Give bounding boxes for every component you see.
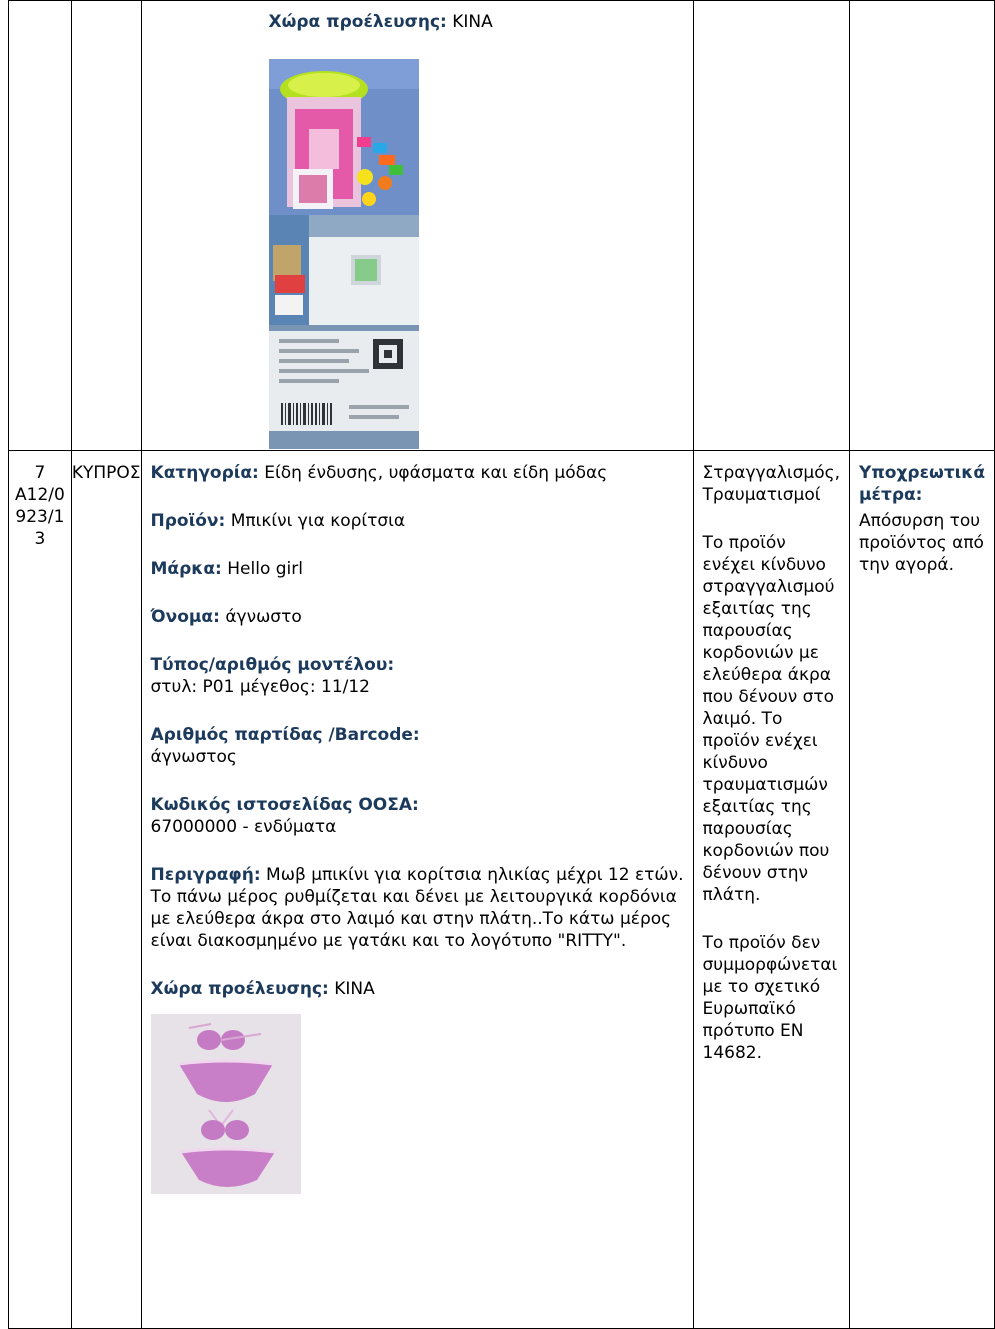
measures-label: Υποχρεωτικά μέτρα: [859,463,986,505]
product-photo-toy-bucket [269,59,419,215]
cell-country [71,451,141,1329]
cell-measures [850,451,995,1329]
notifying-country: ΚΥΠΡΟΣ [71,463,141,483]
batch-field [151,724,684,768]
product-field [151,510,684,532]
cell-empty [693,1,850,451]
name-field [151,606,684,628]
origin-label: Χώρα προέλευσης: [268,11,447,32]
description-field [151,864,684,952]
origin-label: Χώρα προέλευσης: [150,979,329,999]
entry-reference: A12/0 923/1 3 [15,485,65,549]
batch-value: άγνωστος [150,747,237,767]
description-value: Μωβ μπικίνι για κορίτσια ηλικίας μέχρι 12 ετών. Το πάνω μέρος ρυθμίζεται και δένει με λειτουργικά κορδόνια με ελεύθερα άκρα στο λαιμό και στην πλάτη..Το κάτω μέρος είναι διακοσμημένο με γατάκι και το λογότυπο "RITTY". [150,865,684,951]
batch-label: Αριθμός παρτίδας /Barcode: [150,725,420,745]
risk-description: Το προϊόν ενέχει κίνδυνο στραγγαλισμού εξαιτίας της παρουσίας κορδονιών με ελεύθερα άκρα που δένουν στο λαιμό. Το προϊόν ενέχει κίνδυνο τραυματισμών εξαιτίας της παρουσίας κορδονιών που δένουν στην πλάτη. [702,533,835,905]
product-photo-packaging [269,215,419,325]
category-field [151,462,684,484]
oecd-field [151,794,684,838]
cell-risk [693,451,850,1329]
origin-value: ΚΙΝΑ [334,979,375,999]
origin-value: ΚΙΝΑ [452,11,493,32]
table-row-entry-7 [9,451,995,1329]
rapex-table [8,0,995,1329]
cell-details-prev [141,1,693,451]
measures-value: Απόσυρση του προϊόντος από την αγορά. [859,511,984,575]
product-photo-label [269,325,419,449]
model-field [151,654,684,698]
description-label: Περιγραφή: [150,865,261,885]
entry-number: 7 [34,463,46,483]
name-value: άγνωστο [225,607,302,627]
cell-product-details [141,451,693,1329]
brand-field [151,558,684,580]
cell-empty [71,1,141,451]
compliance-note: Το προϊόν δεν συμμορφώνεται με το σχετικό Ευρωπαϊκό πρότυπο EN 14682. [702,933,838,1063]
risk-type: Στραγγαλισμός, Τραυματισμοί [702,463,841,505]
model-label: Τύπος/αριθμός μοντέλου: [150,655,395,675]
cell-entry-id [9,451,72,1329]
table-row-previous [9,1,995,451]
category-value: Είδη ένδυσης, υφάσματα και είδη μόδας [264,463,608,483]
name-label: Όνομα: [150,607,220,627]
origin-line-top [269,11,493,33]
product-photo-bikini [151,1014,301,1194]
brand-value: Hello girl [227,559,303,579]
oecd-value: 67000000 - ενδύματα [150,817,337,837]
product-value: Μπικίνι για κορίτσια [230,511,406,531]
product-label: Προϊόν: [150,511,226,531]
origin-field [151,978,684,1000]
brand-label: Μάρκα: [150,559,222,579]
oecd-label: Κωδικός ιστοσελίδας ΟΟΣΑ: [150,795,419,815]
category-label: Κατηγορία: [150,463,259,483]
cell-empty [9,1,72,451]
cell-empty [850,1,995,451]
model-value: στυλ: P01 μέγεθος: 11/12 [150,677,370,697]
